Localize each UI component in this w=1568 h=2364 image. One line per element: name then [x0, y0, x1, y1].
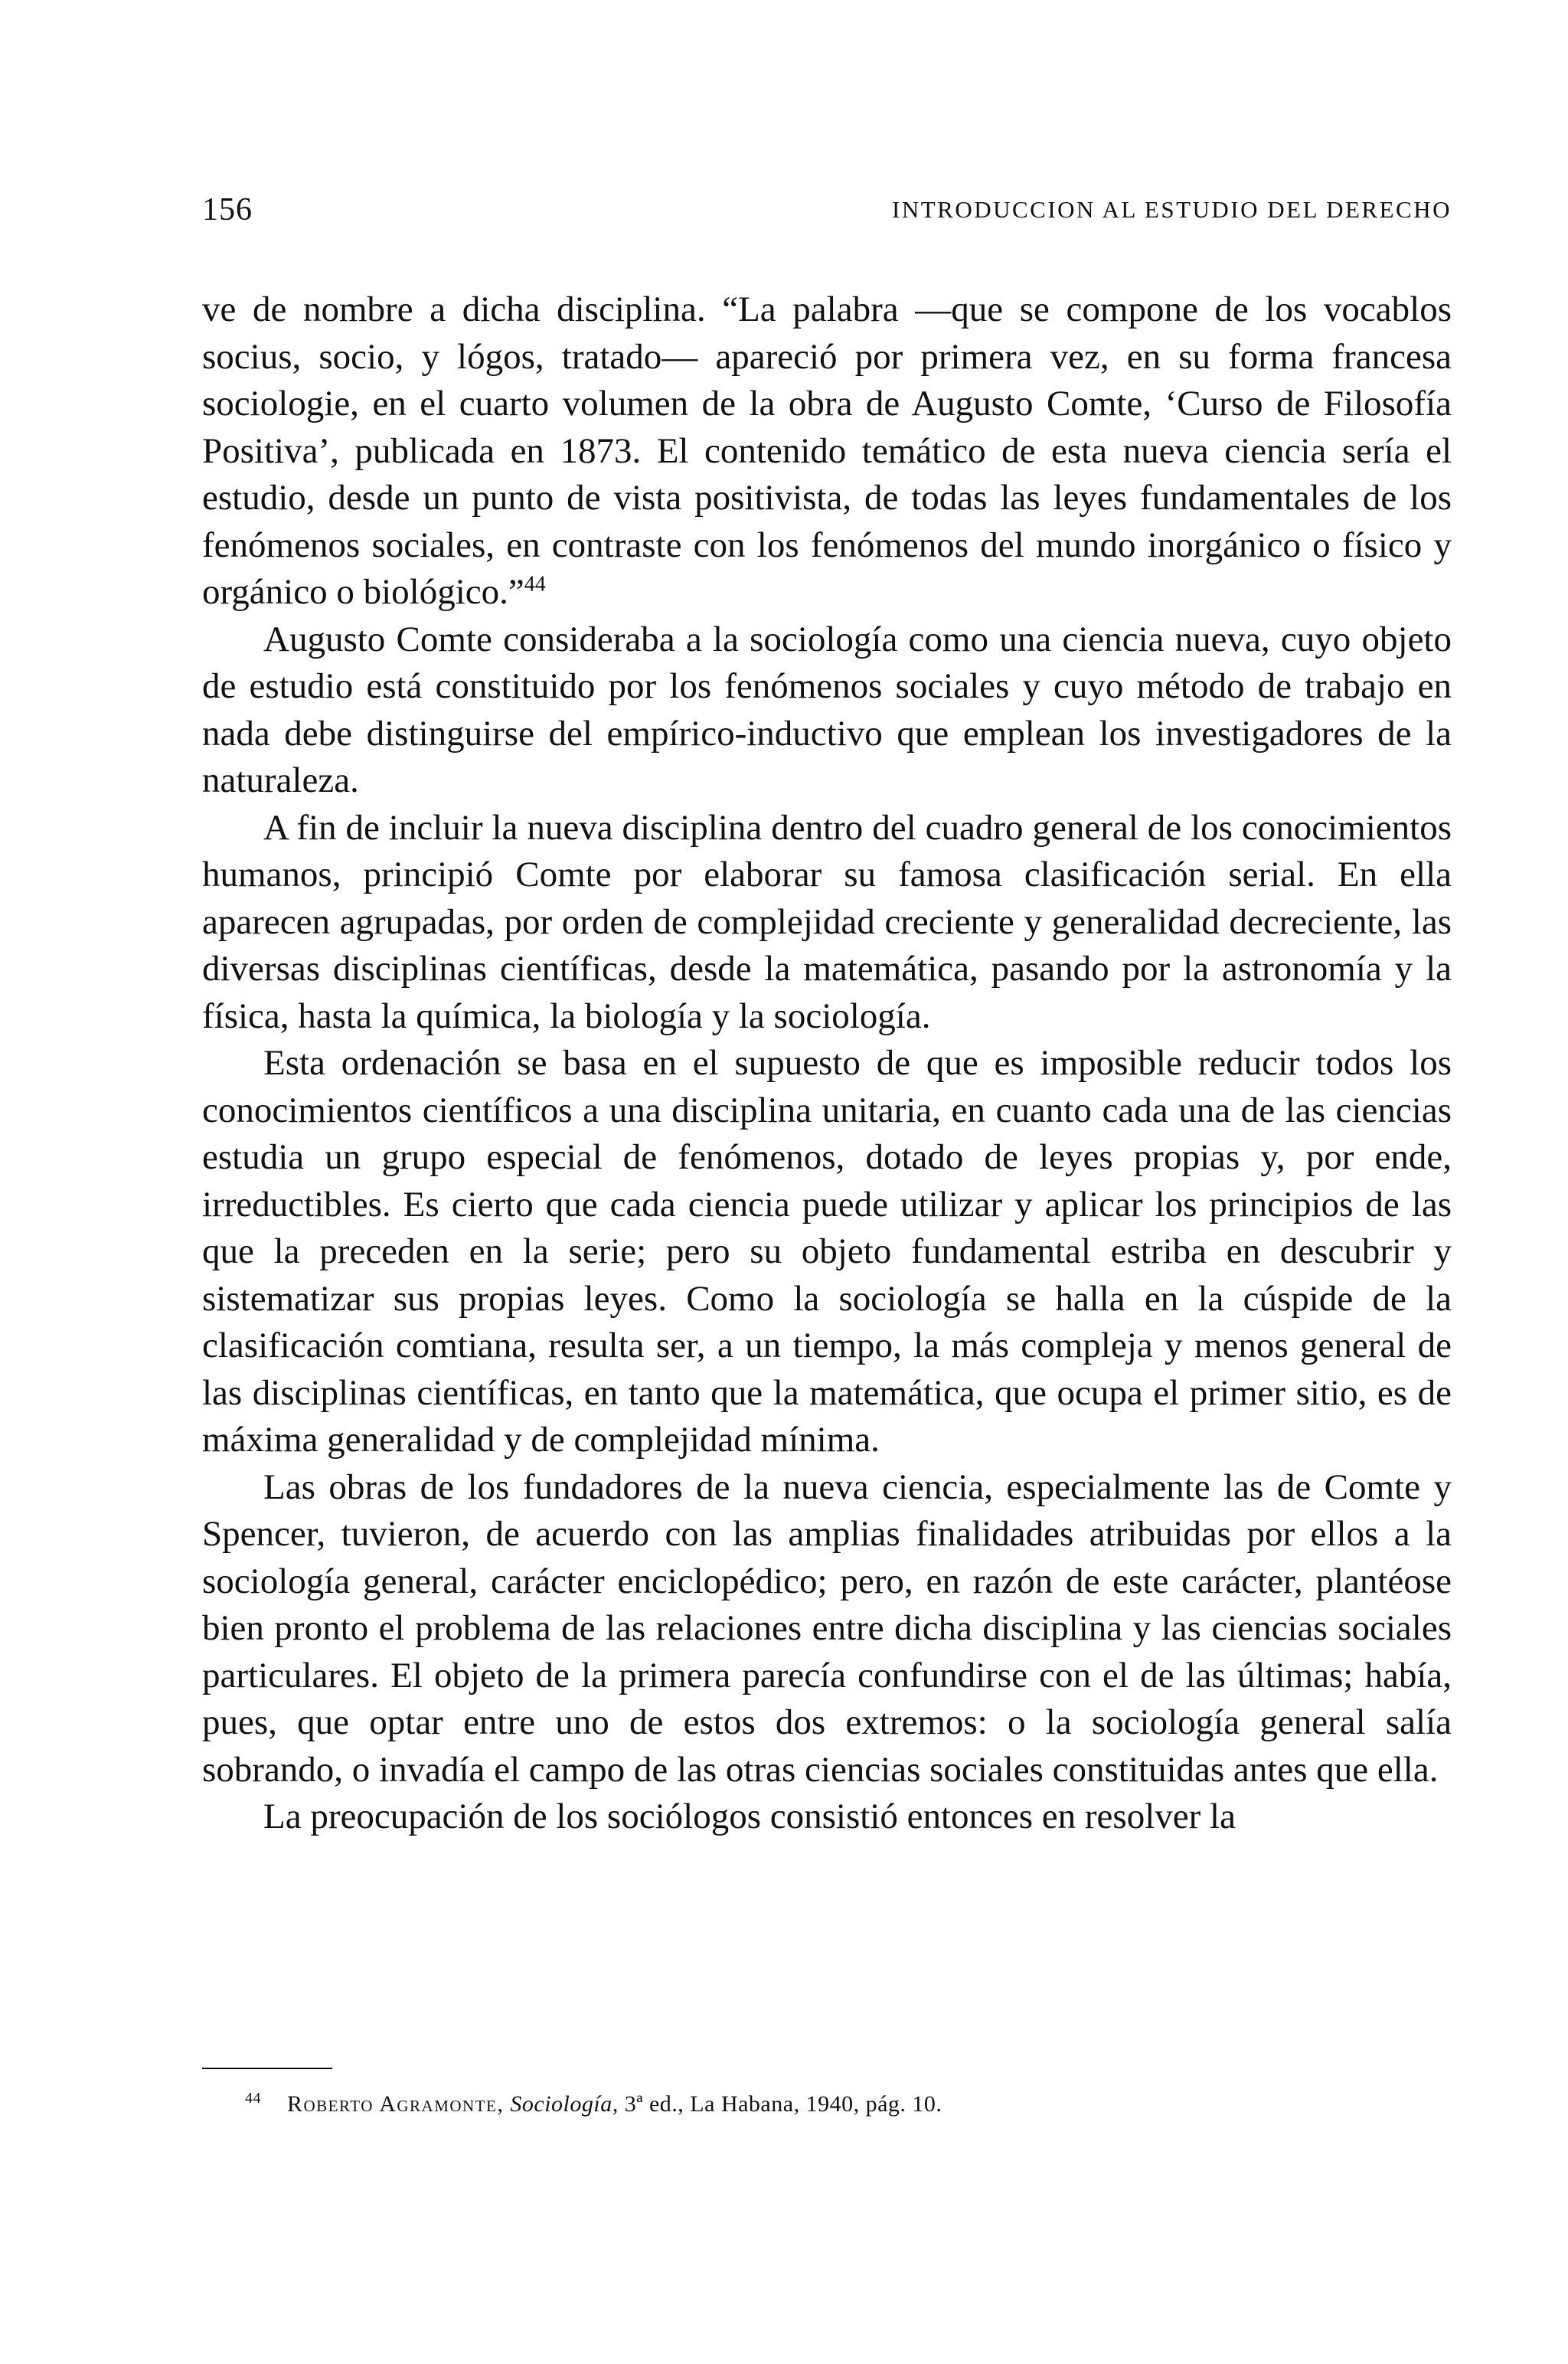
- paragraph-5: Las obras de los fundadores de la nueva ciencia, especialmente las de Comte y Spencer, tuvieron, de acuerdo con las amplias finalidades atribuidas por ellos a la sociología general, carácter enciclopédico; pero, en razón de este carácter, plantéose bien pronto el problema de las relaciones entre dicha disciplina y las ciencias sociales particulares. El objeto de la primera parecía confundirse con el de las últimas; había, pues, que optar entre uno de estos dos extremos: o la sociología general salía sobrando, o invadía el campo de las otras ciencias sociales constituidas antes que ella.: [202, 1466, 1452, 1790]
- footnote-work: Sociología,: [510, 2091, 619, 2117]
- text-block: [202, 191, 1452, 1841]
- running-title: INTRODUCCION AL ESTUDIO DEL DERECHO: [892, 196, 1452, 223]
- footnote-details: 3ª ed., La Habana, 1940, pág. 10.: [624, 2091, 942, 2117]
- paragraph-3: A fin de incluir la nueva disciplina dentro del cuadro general de los conocimientos humanos, principió Comte por elaborar su famosa clasificación serial. En ella aparecen agrupadas, por orden de complejidad creciente y generalidad decreciente, las diversas disciplinas científicas, desde la matemática, pasando por la astronomía y la física, hasta la química, la biología y la sociología.: [202, 807, 1452, 1036]
- paragraph-1: [202, 286, 1452, 616]
- footnote-reference: 44: [524, 572, 546, 597]
- footnote-rule: [202, 2068, 332, 2069]
- footnote-marker: 44: [245, 2090, 261, 2107]
- footnote-author: Roberto Agramonte,: [287, 2091, 505, 2117]
- paragraph-4: Esta ordenación se basa en el supuesto de que es imposible reducir todos los conocimientos científicos a una disciplina unitaria, en cuanto cada una de las ciencias estudia un grupo especial de fenómenos, dotado de leyes propias y, por ende, irreductibles. Es cierto que cada ciencia puede utilizar y aplicar los principios de las que la preceden en la serie; pero su objeto fundamental estriba en descubrir y sistematizar sus propias leyes. Como la sociología se halla en la cúspide de la clasificación comtiana, resulta ser, a un tiempo, la más compleja y menos general de las disciplinas científicas, en tanto que la matemática, que ocupa el primer sitio, es de máxima generalidad y de complejidad mínima.: [202, 1043, 1452, 1460]
- footnote-area: [202, 2068, 1452, 2120]
- footnote: [202, 2089, 1452, 2120]
- paragraph-2: Augusto Comte consideraba a la sociología como una ciencia nueva, cuyo objeto de estudio está constituido por los fenómenos sociales y cuyo método de trabajo en nada debe distinguirse del empírico-inductivo que emplean los investigadores de la naturaleza.: [202, 619, 1452, 800]
- page-number: 156: [202, 192, 253, 227]
- paragraph-6: La preocupación de los sociólogos consistió entonces en resolver la: [263, 1797, 1236, 1836]
- paragraph-1-text: ve de nombre a dicha disciplina. “La palabra —que se compone de los vocablos socius, socio, y lógos, tratado— apareció por primera vez, en su forma francesa sociologie, en el cuarto volumen de la obra de Augusto Comte, ‘Curso de Filosofía Positiva’, publicada en 1873. El contenido temático de esta nueva ciencia sería el estudio, desde un punto de vista positivista, de todas las leyes fundamentales de los fenómenos sociales, en contraste con los fenómenos del mundo inorgánico o físico y orgánico o biológico.”: [202, 289, 1452, 612]
- running-head: [202, 191, 1452, 237]
- body-text: [202, 286, 1452, 1841]
